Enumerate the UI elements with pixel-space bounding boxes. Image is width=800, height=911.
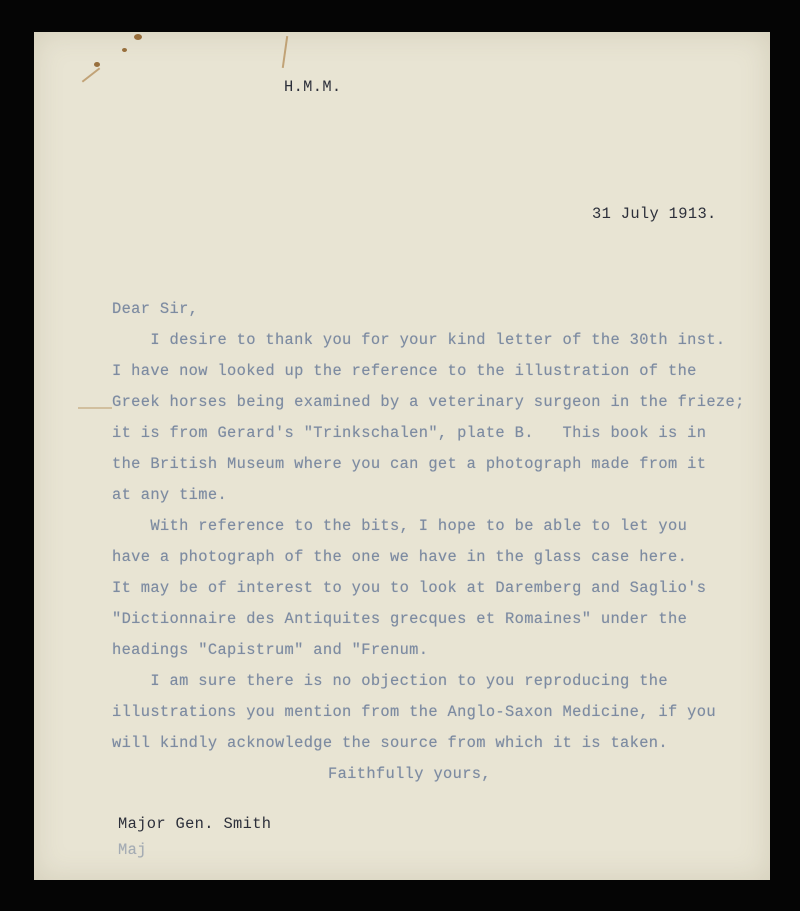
body-line: It may be of interest to you to look at Daremberg and Saglio's [112,579,707,597]
body-line: Greek horses being examined by a veterinary surgeon in the frieze; [112,393,745,411]
body-line: I have now looked up the reference to the illustration of the [112,362,697,380]
body-line: have a photograph of the one we have in the glass case here. [112,548,688,566]
body-line: "Dictionnaire des Antiquites grecques et Romaines" under the [112,610,688,628]
letter-date: 31 July 1913. [592,205,717,223]
body-line: will kindly acknowledge the source from which it is taken. [112,734,668,752]
body-line: I desire to thank you for your kind letter of the 30th inst. [112,331,726,349]
body-line: With reference to the bits, I hope to be able to let you [112,517,688,535]
salutation: Dear Sir, [112,300,199,318]
body-line: it is from Gerard's "Trinkschalen", plate B. This book is in [112,424,707,442]
paper-tear [282,36,288,68]
body-line: I am sure there is no objection to you reproducing the [112,672,668,690]
body-line: illustrations you mention from the Anglo-Saxon Medicine, if you [112,703,716,721]
ink-stain [134,34,142,40]
ink-stain [94,62,100,67]
body-line: the British Museum where you can get a photograph made from it [112,455,707,473]
ink-stain [122,48,127,52]
addressee-abbrev: Maj [118,841,147,859]
body-line: headings "Capistrum" and "Frenum. [112,641,429,659]
addressee: Major Gen. Smith [118,815,272,833]
body-line: at any time. [112,486,228,504]
margin-mark [78,407,112,409]
reference-initials: H.M.M. [284,78,342,96]
closing: Faithfully yours, [328,765,491,783]
paper-tear [82,67,101,82]
